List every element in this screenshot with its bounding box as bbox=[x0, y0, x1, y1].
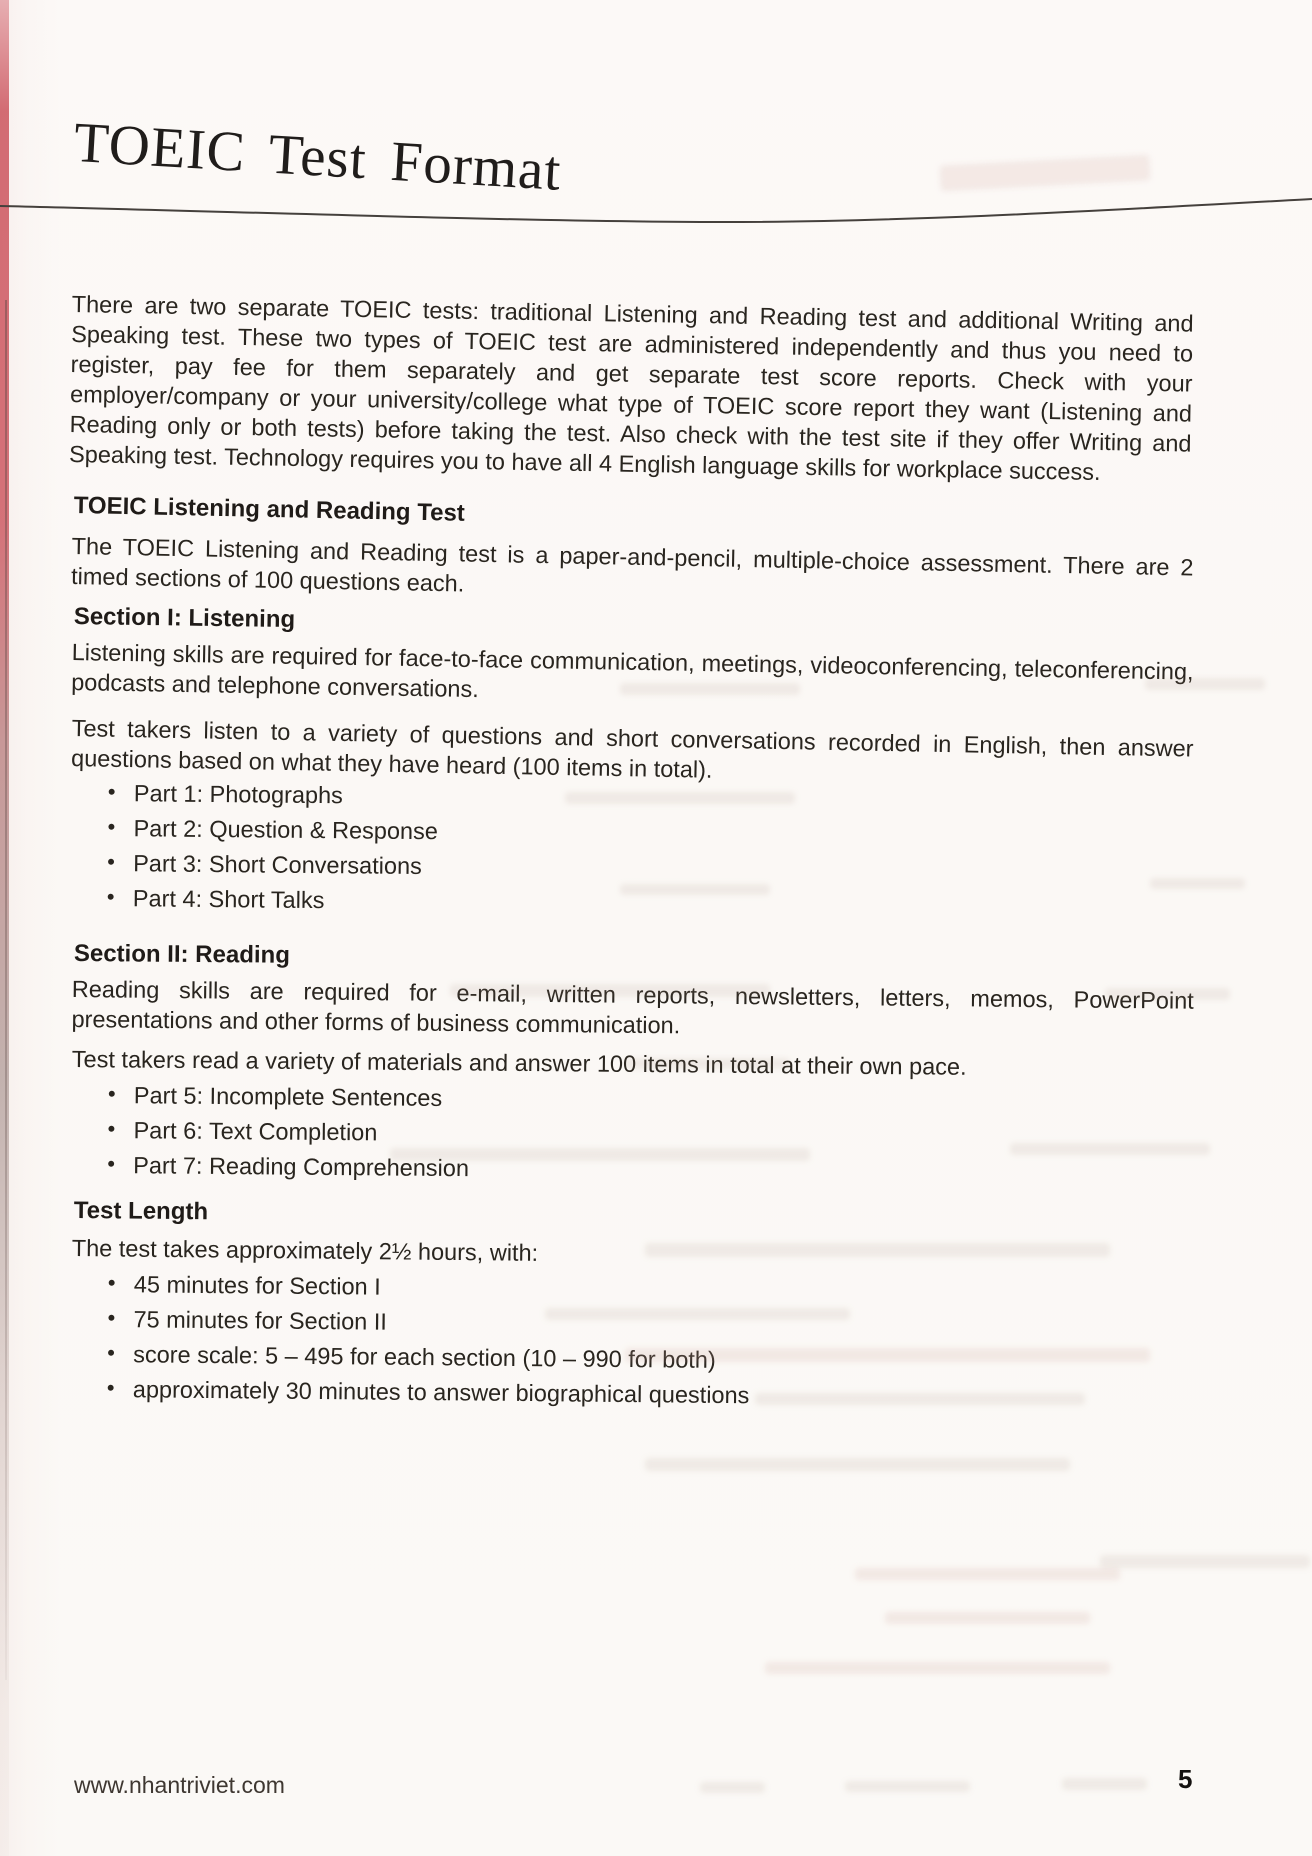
bleedthrough-artifact bbox=[765, 1662, 1110, 1674]
section2-paragraph2: Test takers read a variety of materials and answer 100 items in total at their own pace. bbox=[71, 1045, 967, 1080]
bleedthrough-artifact bbox=[885, 1612, 1090, 1624]
heading-listening-reading-test: TOEIC Listening and Reading Test bbox=[73, 492, 466, 527]
heading-section1: Section I: Listening bbox=[73, 603, 296, 634]
bleedthrough-artifact bbox=[620, 884, 770, 895]
intro-paragraph: There are two separate TOEIC tests: traditional Listening and Reading test and additional Writing and Speaking test. These two types of TOEIC test are administered independently and thus you need to register, pay fee for them separately and get separate test score reports. Check with your employer/company or your university/college what type of TOEIC score report they want (Listening and Reading only or both tests) before taking the test. Also check with the test site if they offer Writing and Speaking test. Technology requires you to have all 4 English language skills for workplace success. bbox=[68, 290, 1194, 485]
bleedthrough-artifact bbox=[1010, 1143, 1210, 1155]
list-item: • Part 7: Reading Comprehension bbox=[105, 1150, 469, 1183]
bleedthrough-artifact bbox=[645, 1243, 1110, 1257]
list-item: • 45 minutes for Section I bbox=[106, 1269, 751, 1305]
list-item: • approximately 30 minutes to answer biographical questions bbox=[105, 1374, 750, 1410]
list-item: • Part 5: Incomplete Sentences bbox=[106, 1080, 470, 1113]
bleedthrough-artifact bbox=[855, 1568, 1120, 1580]
bleedthrough-artifact bbox=[1062, 1778, 1147, 1790]
heading-section2: Section II: Reading bbox=[73, 940, 291, 969]
heading-test-length: Test Length bbox=[73, 1197, 209, 1226]
test-length-intro: The test takes approximately 2½ hours, with: bbox=[71, 1234, 539, 1266]
bleedthrough-artifact bbox=[565, 792, 795, 804]
bleedthrough-artifact bbox=[700, 1782, 765, 1793]
list-item: • Part 6: Text Completion bbox=[105, 1115, 469, 1148]
bleedthrough-artifact bbox=[1150, 878, 1245, 889]
bleedthrough-artifact bbox=[1105, 988, 1230, 1000]
list-item: • Part 4: Short Talks bbox=[105, 883, 438, 916]
bleedthrough-artifact bbox=[845, 1781, 970, 1792]
bleedthrough-artifact bbox=[390, 1148, 810, 1161]
bleedthrough-artifact bbox=[625, 1348, 1150, 1362]
footer-website-url: www.nhantriviet.com bbox=[74, 1772, 285, 1798]
section1-paragraph1: Listening skills are required for face-to-face communication, meetings, videoconferencing, teleconferencing, podcasts and telephone conversations. bbox=[70, 638, 1194, 703]
list-item: • score scale: 5 – 495 for each section (10 – 990 for both) bbox=[105, 1339, 750, 1375]
bleedthrough-artifact bbox=[645, 1458, 1070, 1471]
listening-reading-intro: The TOEIC Listening and Reading test is a paper-and-pencil, multiple-choice assessment. There are 2 timed sections of 100 questions each. bbox=[70, 532, 1194, 597]
bleedthrough-artifact bbox=[755, 1393, 1085, 1405]
list-item: • 75 minutes for Section II bbox=[105, 1304, 750, 1340]
test-length-list bbox=[105, 1269, 751, 1415]
bleedthrough-artifact bbox=[1100, 1555, 1310, 1568]
page-title: TOEIC Test Format bbox=[72, 110, 564, 203]
bleedthrough-artifact bbox=[620, 683, 800, 695]
reading-parts-list bbox=[105, 1080, 470, 1188]
section2-paragraph1: Reading skills are required for e-mail, written reports, newsletters, letters, memos, PowerPoint presentations and other forms of business communication. bbox=[71, 975, 1194, 1039]
listening-parts-list bbox=[105, 778, 439, 921]
bleedthrough-artifact bbox=[545, 1308, 850, 1320]
bleedthrough-artifact bbox=[450, 984, 770, 997]
section1-paragraph2: Test takers listen to a variety of questions and short conversations recorded in English, then answer questions based on what they have heard (100 items in total). bbox=[70, 714, 1194, 783]
list-item: • Part 3: Short Conversations bbox=[105, 848, 438, 881]
bleedthrough-artifact bbox=[1145, 678, 1265, 690]
title-underline-curve bbox=[0, 0, 1312, 260]
page-number: 5 bbox=[1178, 1764, 1193, 1794]
bleedthrough-artifact bbox=[625, 1058, 790, 1069]
list-item: • Part 1: Photographs bbox=[106, 778, 439, 811]
list-item: • Part 2: Question & Response bbox=[105, 813, 438, 846]
scan-spine-shadow-line bbox=[5, 300, 7, 1680]
